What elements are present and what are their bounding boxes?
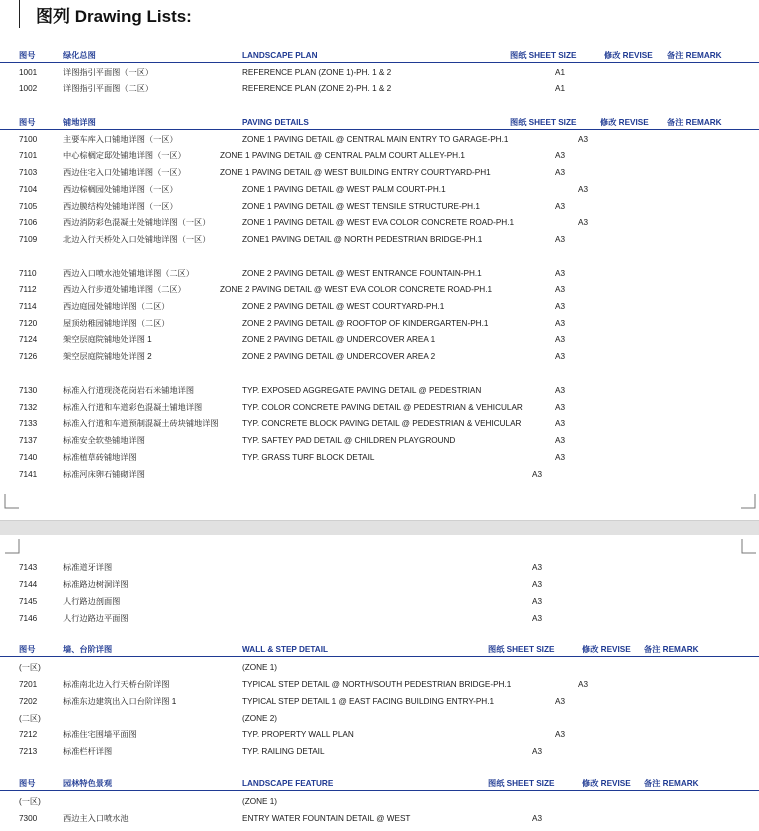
header-code: 图号: [19, 645, 36, 654]
row-zh: 西边膜结构处铺地详图（一区）: [63, 202, 178, 211]
row-code: 7100: [19, 135, 38, 144]
row-en: TYP. PROPERTY WALL PLAN: [242, 730, 354, 739]
table-row: [0, 594, 759, 609]
row-size: A3: [532, 747, 543, 756]
table-row: [0, 65, 759, 80]
header-revise: 修改 REVISE: [604, 51, 653, 60]
table-row: [0, 316, 759, 331]
row-en: (ZONE 2): [242, 714, 278, 723]
row-code: 7213: [19, 747, 38, 756]
table-row: [0, 332, 759, 347]
table-row: [0, 215, 759, 230]
row-size: A3: [532, 563, 543, 572]
row-zh: 西边住宅入口处铺地详图（一区）: [63, 168, 186, 177]
row-en: TYP. RAILING DETAIL: [242, 747, 325, 756]
header-size: 图纸 SHEET SIZE: [488, 645, 555, 654]
table-row: [0, 727, 759, 742]
row-en: TYPICAL STEP DETAIL 1 @ EAST FACING BUILDING ENTRY-PH.1: [242, 697, 495, 706]
row-size: A1: [555, 68, 566, 77]
row-size: A3: [555, 697, 566, 706]
row-code: 7104: [19, 185, 38, 194]
row-size: A3: [555, 202, 566, 211]
header-code: 图号: [19, 51, 36, 60]
row-code: 7106: [19, 218, 38, 227]
row-code: 1001: [19, 68, 38, 77]
table-row: [0, 694, 759, 709]
row-code: 7110: [19, 269, 37, 278]
row-zh: 西边入口喷水池处铺地详图（二区）: [63, 269, 195, 278]
row-size: A3: [532, 470, 543, 479]
row-code: 7120: [19, 319, 38, 328]
row-size: A3: [555, 436, 566, 445]
row-zh: 人行路边剖面图: [63, 597, 121, 606]
row-zh: 标准南北边入行天桥台阶详图: [63, 680, 170, 689]
row-zh: 标准入行道和车道彩色混凝土铺地详图: [63, 403, 203, 412]
row-zh: 架空层庭院铺地处详图 2: [63, 352, 152, 361]
row-zh: 西边消防彩色混凝土处铺地详图（一区）: [63, 218, 211, 227]
header-size: 图纸 SHEET SIZE: [510, 118, 577, 127]
section-header-landscape-plan: [0, 49, 759, 63]
header-en: LANDSCAPE PLAN: [242, 51, 318, 60]
table-row: [0, 467, 759, 482]
table-row: [0, 299, 759, 314]
section-header-landscape-feature: [0, 777, 759, 791]
row-code: 7146: [19, 614, 38, 623]
row-zh: 标准路边树洞详图: [63, 580, 129, 589]
row-size: A3: [532, 614, 543, 623]
row-zh: 西边庭园处铺地详图（二区）: [63, 302, 170, 311]
row-zh: 标准入行道现浇花岗岩石米铺地详图: [63, 386, 195, 395]
header-code: 图号: [19, 779, 36, 788]
row-en: ZONE 2 PAVING DETAIL @ WEST COURTYARD-PH.1: [242, 302, 445, 311]
row-code: 7143: [19, 563, 38, 572]
row-size: A3: [555, 335, 566, 344]
row-code: 7109: [19, 235, 38, 244]
row-size: A3: [555, 269, 566, 278]
row-code: 7144: [19, 580, 38, 589]
row-size: A3: [555, 168, 566, 177]
table-row: [0, 132, 759, 147]
header-size: 图纸 SHEET SIZE: [488, 779, 555, 788]
row-zh: 西边入行步道处铺地详图（二区）: [63, 285, 186, 294]
row-en: ZONE 2 PAVING DETAIL @ WEST ENTRANCE FOUNTAIN-PH.1: [242, 269, 482, 278]
row-code: 7202: [19, 697, 38, 706]
row-size: A3: [555, 453, 566, 462]
row-size: A3: [555, 730, 566, 739]
row-en: TYP. EXPOSED AGGREGATE PAVING DETAIL @ PEDESTRIAN: [242, 386, 482, 395]
row-code: (一区): [19, 663, 41, 672]
row-code: 7133: [19, 419, 38, 428]
row-zh: 中心棕榈定邸处铺地详图（一区）: [63, 151, 186, 160]
row-size: A3: [555, 419, 566, 428]
table-row: [0, 450, 759, 465]
row-en: ZONE 1 PAVING DETAIL @ WEST BUILDING ENTRY COURTYARD-PH1: [220, 168, 491, 177]
section-header-paving-details: [0, 116, 759, 130]
header-en: PAVING DETAILS: [242, 118, 309, 127]
row-code: 7103: [19, 168, 38, 177]
row-size: A3: [578, 218, 589, 227]
document-page-2: [0, 535, 759, 831]
row-en: ZONE 1 PAVING DETAIL @ WEST TENSILE STRUCTURE-PH.1: [242, 202, 480, 211]
row-en: ZONE1 PAVING DETAIL @ NORTH PEDESTRIAN BRIDGE-PH.1: [242, 235, 483, 244]
row-size: A3: [532, 597, 543, 606]
header-size: 图纸 SHEET SIZE: [510, 51, 577, 60]
row-en: TYP. GRASS TURF BLOCK DETAIL: [242, 453, 375, 462]
row-en: TYPICAL STEP DETAIL @ NORTH/SOUTH PEDESTRIAN BRIDGE-PH.1: [242, 680, 512, 689]
row-code: 7201: [19, 680, 38, 689]
page-corner-mark-bottom-right: [741, 494, 757, 510]
row-code: 7126: [19, 352, 38, 361]
row-zh: 标准道牙详图: [63, 563, 113, 572]
header-remark: 备注 REMARK: [644, 779, 699, 788]
row-size: A3: [555, 151, 566, 160]
row-en: ZONE 2 PAVING DETAIL @ WEST EVA COLOR CONCRETE ROAD-PH.1: [220, 285, 493, 294]
table-row: [0, 794, 759, 809]
table-row: [0, 660, 759, 675]
table-row: [0, 744, 759, 759]
row-en: ZONE 2 PAVING DETAIL @ UNDERCOVER AREA 2: [242, 352, 436, 361]
header-revise: 修改 REVISE: [600, 118, 649, 127]
header-zh: 园林特色景观: [63, 779, 113, 788]
row-zh: 屋顶幼稚园铺地详图（二区）: [63, 319, 170, 328]
row-en: REFERENCE PLAN (ZONE 1)-PH. 1 & 2: [242, 68, 392, 77]
table-row: [0, 811, 759, 826]
row-zh: 架空层庭院铺地处详图 1: [63, 335, 152, 344]
row-code: (一区): [19, 797, 41, 806]
header-revise: 修改 REVISE: [582, 779, 631, 788]
row-size: A3: [555, 302, 566, 311]
row-zh: 标准安全软垫铺地详图: [63, 436, 145, 445]
table-row: [0, 266, 759, 281]
row-zh: 标准住宅围墙平面图: [63, 730, 137, 739]
row-zh: 标准植草砖铺地详图: [63, 453, 137, 462]
header-zh: 墙、台阶详图: [63, 645, 113, 654]
table-row: [0, 232, 759, 247]
row-code: 7137: [19, 436, 38, 445]
row-code: 7212: [19, 730, 38, 739]
row-en: (ZONE 1): [242, 797, 278, 806]
row-size: A1: [555, 84, 566, 93]
header-en: WALL & STEP DETAIL: [242, 645, 328, 654]
header-code: 图号: [19, 118, 36, 127]
row-code: 7132: [19, 403, 38, 412]
table-row: [0, 560, 759, 575]
header-zh: 铺地详图: [63, 118, 96, 127]
header-revise: 修改 REVISE: [582, 645, 631, 654]
row-zh: 标准河床卵石铺砌详图: [63, 470, 145, 479]
row-code: (二区): [19, 714, 41, 723]
row-zh: 标准东边建筑出入口台阶详图 1: [63, 697, 177, 706]
row-code: 1002: [19, 84, 38, 93]
table-row: [0, 611, 759, 626]
row-en: TYP. COLOR CONCRETE PAVING DETAIL @ PEDESTRIAN & VEHICULAR: [242, 403, 523, 412]
row-code: 7140: [19, 453, 38, 462]
table-row: [0, 400, 759, 415]
row-en: TYP. CONCRETE BLOCK PAVING DETAIL @ PEDESTRIAN & VEHICULAR: [242, 419, 522, 428]
row-en: TYP. SAFTEY PAD DETAIL @ CHILDREN PLAYGROUND: [242, 436, 456, 445]
row-size: A3: [578, 185, 589, 194]
row-code: 7130: [19, 386, 38, 395]
row-code: 7101: [19, 151, 38, 160]
table-row: [0, 282, 759, 297]
row-en: ZONE 1 PAVING DETAIL @ WEST PALM COURT-PH.1: [242, 185, 446, 194]
page-title: 图列 Drawing Lists:: [36, 7, 192, 26]
row-zh: 详图指引平面图（二区）: [63, 84, 154, 93]
row-zh: 标准栏杆详图: [63, 747, 113, 756]
row-code: 7114: [19, 302, 37, 311]
table-row: [0, 433, 759, 448]
row-size: A3: [532, 814, 543, 823]
row-zh: 人行边路边平面图: [63, 614, 129, 623]
row-size: A3: [532, 580, 543, 589]
row-en: ZONE 1 PAVING DETAIL @ CENTRAL MAIN ENTRY TO GARAGE-PH.1: [242, 135, 509, 144]
row-en: (ZONE 1): [242, 663, 278, 672]
row-zh: 西边棕榈园处铺地详图（一区）: [63, 185, 178, 194]
row-size: A3: [555, 352, 566, 361]
row-en: REFERENCE PLAN (ZONE 2)-PH. 1 & 2: [242, 84, 392, 93]
row-en: ZONE 2 PAVING DETAIL @ UNDERCOVER AREA 1: [242, 335, 436, 344]
table-row: [0, 165, 759, 180]
table-row: [0, 182, 759, 197]
header-remark: 备注 REMARK: [667, 118, 722, 127]
row-zh: 主要车库入口铺地详图（一区）: [63, 135, 178, 144]
row-size: A3: [578, 135, 589, 144]
table-row: [0, 148, 759, 163]
table-row: [0, 711, 759, 726]
header-zh: 绿化总图: [63, 51, 96, 60]
row-code: 7112: [19, 285, 37, 294]
page-break-gap: [0, 520, 759, 536]
row-en: ENTRY WATER FOUNTAIN DETAIL @ WEST: [242, 814, 411, 823]
title-marker: [19, 0, 20, 28]
page-corner-mark-bottom-left: [4, 494, 20, 510]
table-row: [0, 677, 759, 692]
row-zh: 标准入行道和车道预制混凝土砖块铺地详图: [63, 419, 219, 428]
row-code: 7124: [19, 335, 38, 344]
table-row: [0, 81, 759, 96]
table-row: [0, 349, 759, 364]
row-size: A3: [555, 319, 566, 328]
row-code: 7141: [19, 470, 38, 479]
row-zh: 西边主入口喷水池: [63, 814, 129, 823]
row-code: 7145: [19, 597, 38, 606]
header-remark: 备注 REMARK: [644, 645, 699, 654]
row-en: ZONE 1 PAVING DETAIL @ CENTRAL PALM COURT ALLEY-PH.1: [220, 151, 465, 160]
row-size: A3: [555, 386, 566, 395]
row-size: A3: [555, 403, 566, 412]
section-header-wall-step: [0, 643, 759, 657]
row-size: A3: [578, 680, 589, 689]
row-en: ZONE 1 PAVING DETAIL @ WEST EVA COLOR CONCRETE ROAD-PH.1: [242, 218, 515, 227]
row-en: ZONE 2 PAVING DETAIL @ ROOFTOP OF KINDERGARTEN-PH.1: [242, 319, 489, 328]
table-row: [0, 383, 759, 398]
row-code: 7300: [19, 814, 38, 823]
header-remark: 备注 REMARK: [667, 51, 722, 60]
row-size: A3: [555, 235, 566, 244]
table-row: [0, 577, 759, 592]
row-zh: 详图指引平面图（一区）: [63, 68, 154, 77]
header-en: LANDSCAPE FEATURE: [242, 779, 334, 788]
row-zh: 北边入行天桥处入口处铺地详图（一区）: [63, 235, 211, 244]
table-row: [0, 416, 759, 431]
page-corner-mark-top-right: [741, 539, 757, 555]
row-size: A3: [555, 285, 566, 294]
page-corner-mark-top-left: [4, 539, 20, 555]
row-code: 7105: [19, 202, 38, 211]
table-row: [0, 199, 759, 214]
